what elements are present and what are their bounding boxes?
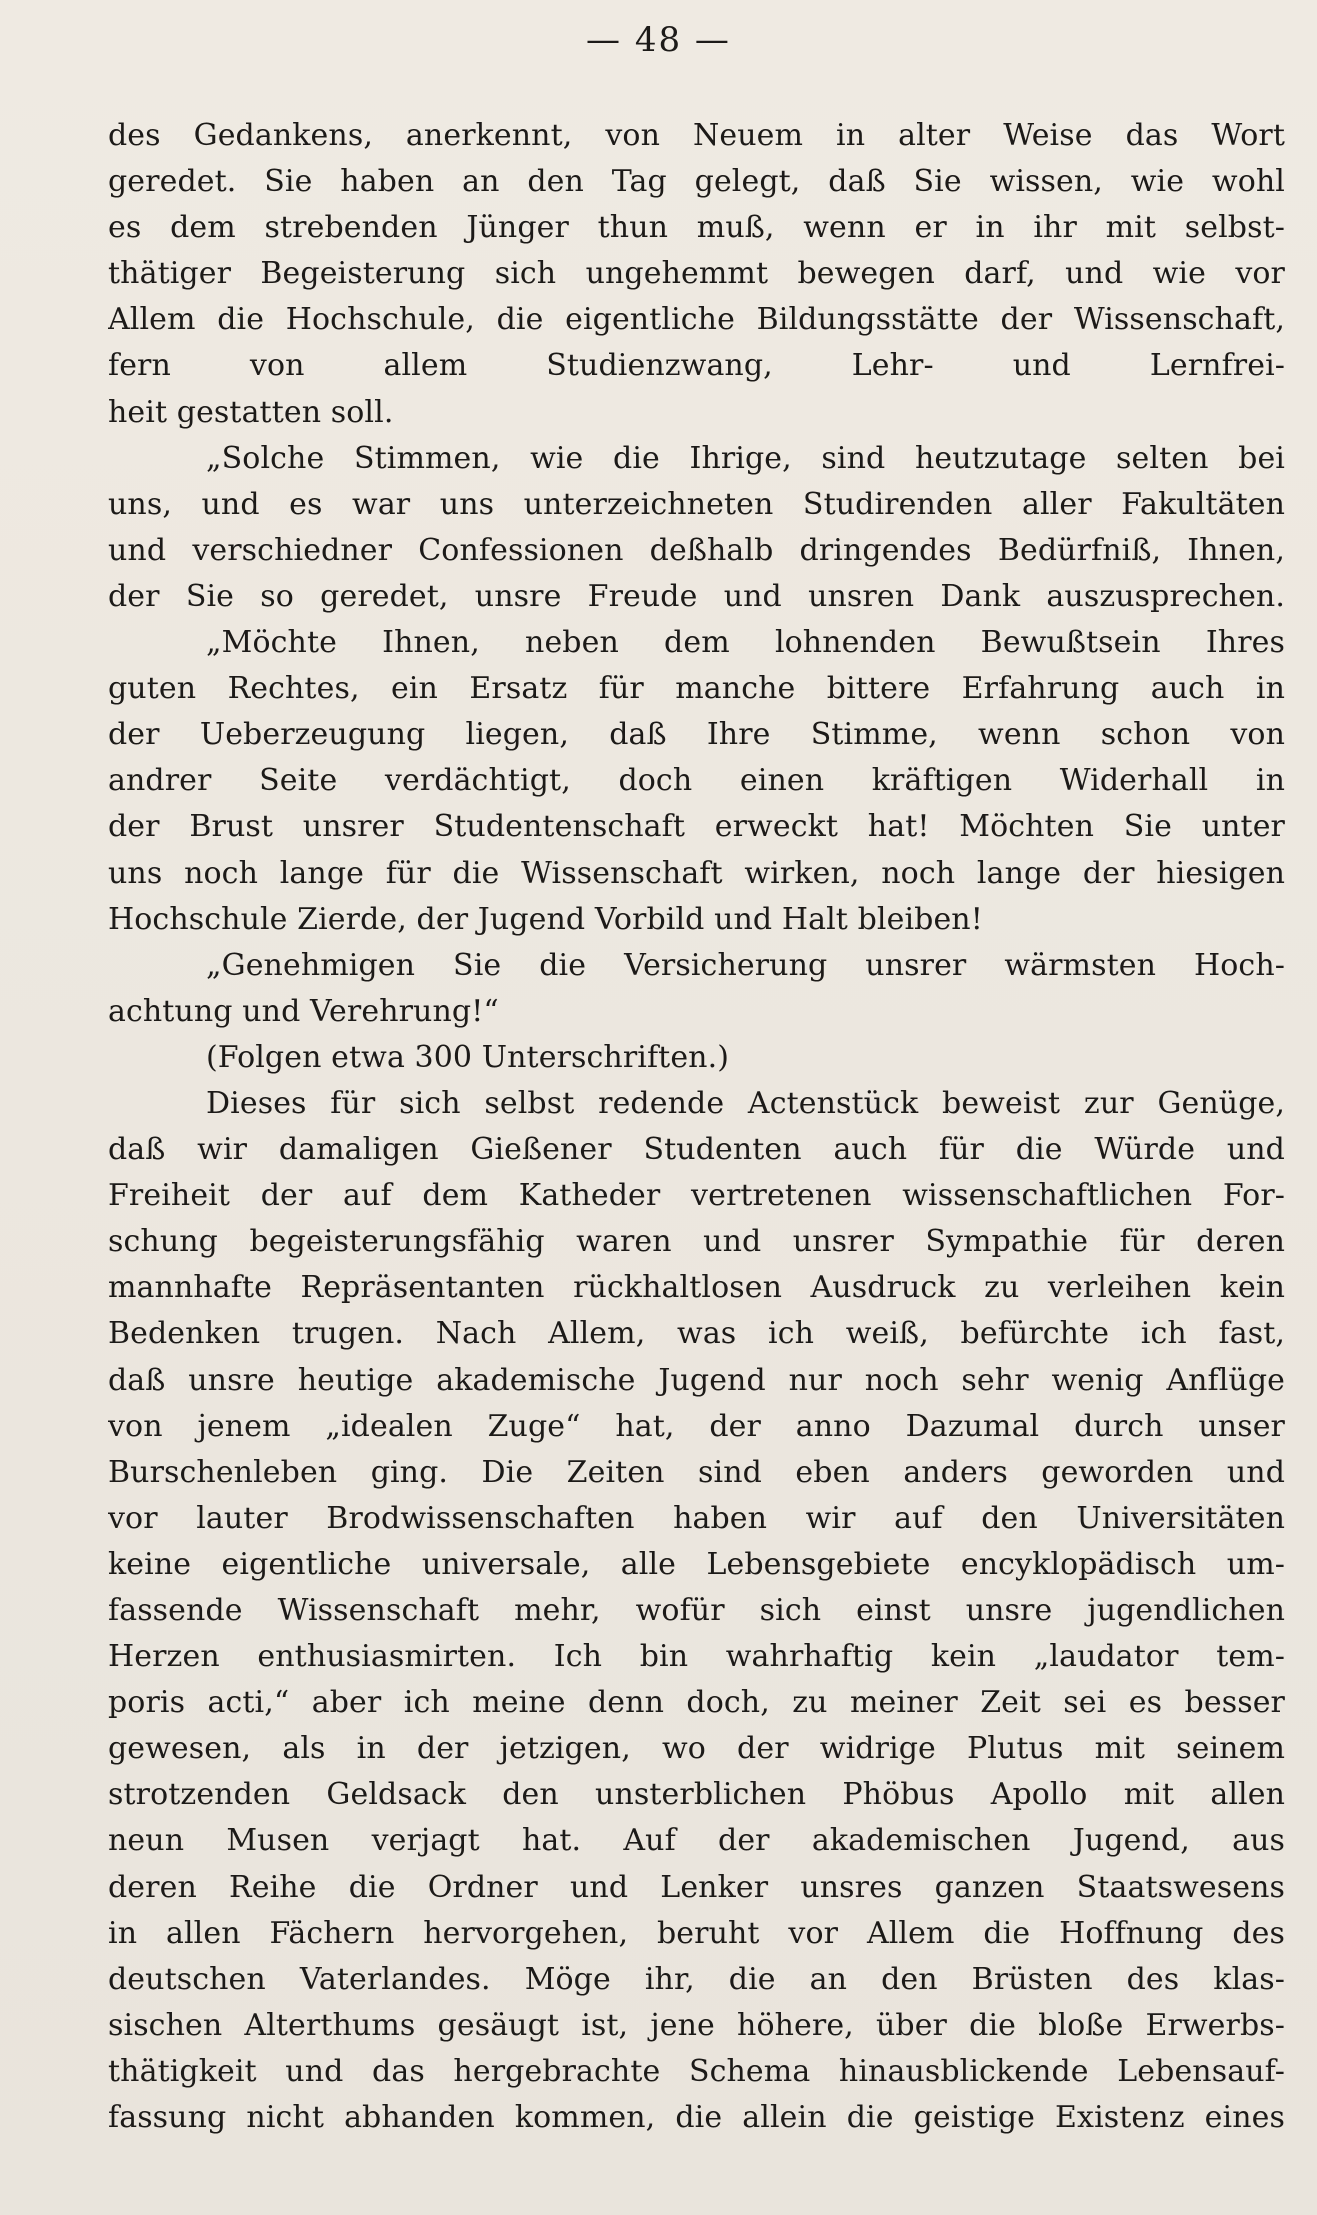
text-line: von jenem „idealen Zuge“ hat, der anno Dazumal durch unser — [108, 1408, 1285, 1444]
text-line: schung begeisterungsfähig waren und unsrer Sympathie für deren — [108, 1224, 1285, 1260]
text-line: gewesen, als in der jetzigen, wo der widrige Plutus mit seinem — [108, 1731, 1285, 1767]
text-line: der Sie so geredet, unsre Freude und unsren Dank auszusprechen. — [108, 578, 1285, 614]
text-line: uns, und es war uns unterzeichneten Studirenden aller Fakultäten — [108, 486, 1285, 522]
text-line: achtung und Verehrung!“ — [108, 993, 499, 1029]
text-line: „Genehmigen Sie die Versicherung unsrer wärmsten Hoch- — [206, 947, 1285, 983]
text-line: daß wir damaligen Gießener Studenten auch für die Würde und — [108, 1132, 1285, 1168]
text-line: Herzen enthusiasmirten. Ich bin wahrhaftig kein „laudator tem- — [108, 1639, 1285, 1675]
text-line: deren Reihe die Ordner und Lenker unsres ganzen Staatswesens — [108, 1869, 1285, 1905]
text-line: es dem strebenden Jünger thun muß, wenn er in ihr mit selbst- — [108, 210, 1285, 246]
text-line: deutschen Vaterlandes. Möge ihr, die an den Brüsten des klas- — [108, 1961, 1285, 1997]
text-line: und verschiedner Confessionen deßhalb dringendes Bedürfniß, Ihnen, — [108, 532, 1285, 568]
text-line: fassung nicht abhanden kommen, die allein die geistige Existenz eines — [108, 2100, 1285, 2136]
text-line: daß unsre heutige akademische Jugend nur noch sehr wenig Anflüge — [108, 1362, 1285, 1398]
text-line: mannhafte Repräsentanten rückhaltlosen Ausdruck zu verleihen kein — [108, 1270, 1285, 1306]
text-line: andrer Seite verdächtigt, doch einen kräftigen Widerhall in — [108, 763, 1285, 799]
text-line: keine eigentliche universale, alle Lebensgebiete encyklopädisch um- — [108, 1546, 1285, 1582]
text-line: Hochschule Zierde, der Jugend Vorbild und Halt bleiben! — [108, 901, 983, 937]
text-line: geredet. Sie haben an den Tag gelegt, daß Sie wissen, wie wohl — [108, 164, 1285, 200]
text-line: (Folgen etwa 300 Unterschriften.) — [206, 1039, 730, 1075]
text-line: „Möchte Ihnen, neben dem lohnenden Bewußtsein Ihres — [206, 625, 1285, 661]
text-line: Freiheit der auf dem Katheder vertretenen wissenschaftlichen For- — [108, 1178, 1285, 1214]
text-line: der Ueberzeugung liegen, daß Ihre Stimme, wenn schon von — [108, 717, 1285, 753]
text-line: guten Rechtes, ein Ersatz für manche bittere Erfahrung auch in — [108, 671, 1285, 707]
text-line: in allen Fächern hervorgehen, beruht vor Allem die Hoffnung des — [108, 1915, 1285, 1951]
text-line: sischen Alterthums gesäugt ist, jene höhere, über die bloße Erwerbs- — [108, 2007, 1285, 2043]
text-line: poris acti,“ aber ich meine denn doch, zu meiner Zeit sei es besser — [108, 1685, 1285, 1721]
text-line: Dieses für sich selbst redende Actenstück beweist zur Genüge, — [206, 1085, 1285, 1121]
text-line: strotzenden Geldsack den unsterblichen Phöbus Apollo mit allen — [108, 1777, 1285, 1813]
text-line: Bedenken trugen. Nach Allem, was ich weiß, befürchte ich fast, — [108, 1316, 1285, 1352]
text-line: neun Musen verjagt hat. Auf der akademischen Jugend, aus — [108, 1823, 1285, 1859]
text-line: fern von allem Studienzwang, Lehr- und Lernfrei- — [108, 348, 1285, 384]
text-line: „Solche Stimmen, wie die Ihrige, sind heutzutage selten bei — [206, 440, 1285, 476]
text-line: der Brust unsrer Studentenschaft erweckt hat! Möchten Sie unter — [108, 809, 1285, 845]
page-number: — 48 — — [586, 20, 731, 60]
text-line: Burschenleben ging. Die Zeiten sind eben anders geworden und — [108, 1454, 1285, 1490]
text-line: des Gedankens, anerkennt, von Neuem in alter Weise das Wort — [108, 118, 1285, 153]
text-line: vor lauter Brodwissenschaften haben wir auf den Universitäten — [108, 1500, 1285, 1536]
text-line: heit gestatten soll. — [108, 394, 394, 430]
text-line: fassende Wissenschaft mehr, wofür sich einst unsre jugendlichen — [108, 1593, 1285, 1628]
text-line: thätiger Begeisterung sich ungehemmt bewegen darf, und wie vor — [108, 256, 1285, 292]
text-line: thätigkeit und das hergebrachte Schema hinausblickende Lebensauf- — [108, 2053, 1285, 2089]
text-line: Allem die Hochschule, die eigentliche Bildungsstätte der Wissenschaft, — [108, 302, 1285, 338]
text-line: uns noch lange für die Wissenschaft wirken, noch lange der hiesigen — [108, 855, 1285, 891]
body-text — [108, 113, 1285, 2141]
